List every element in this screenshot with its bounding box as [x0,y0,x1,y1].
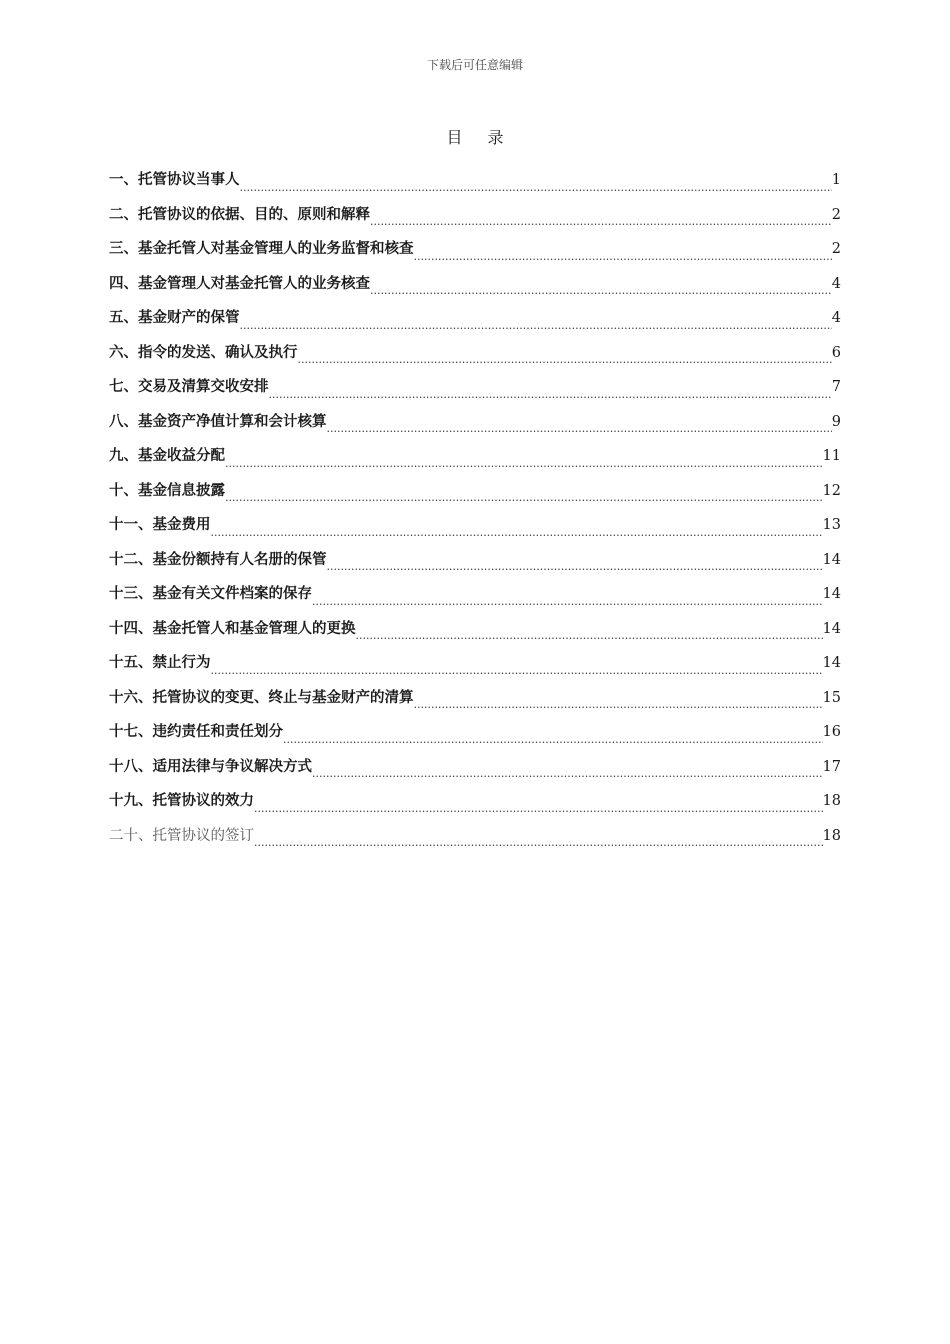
toc-entry-page-number: 2 [831,206,841,223]
toc-dot-leader [240,301,832,336]
toc-entry[interactable] [109,267,841,302]
toc-entry-label: 六、指令的发送、确认及执行 [109,343,298,361]
toc-entry[interactable] [109,646,841,681]
toc-entry-label: 十、基金信息披露 [109,481,225,499]
toc-dot-leader [370,198,832,233]
toc-dot-leader [356,612,823,647]
toc-entry-label: 十三、基金有关文件档案的保存 [109,585,312,602]
toc-entry-page-number: 14 [822,620,841,637]
toc-entry-page-number: 7 [831,379,841,395]
toc-entry-page-number: 4 [831,275,841,292]
toc-entry-label: 三、基金托管人对基金管理人的业务监督和核查 [109,240,414,257]
toc-entry-label: 十四、基金托管人和基金管理人的更换 [109,619,356,637]
toc-entry-label: 八、基金资产净值计算和会计核算 [109,412,327,430]
toc-entry-page-number: 4 [831,310,841,326]
toc-dot-leader [414,681,823,716]
toc-entry[interactable] [109,336,841,371]
toc-dot-leader [327,543,823,578]
toc-entry-page-number: 9 [831,413,841,430]
toc-entry-label: 十六、托管协议的变更、终止与基金财产的清算 [109,688,414,706]
toc-entry[interactable] [109,715,841,750]
toc-dot-leader [254,819,823,854]
toc-dot-leader [327,405,832,440]
toc-entry-page-number: 17 [822,758,841,775]
toc-dot-leader [240,163,832,198]
toc-entry-label: 二十、托管协议的签订 [109,827,254,844]
page-header: 下载后可任意编辑 [426,58,523,72]
toc-entry-page-number: 13 [822,517,841,533]
toc-title: 目 录 [446,128,514,147]
toc-dot-leader [225,474,823,509]
toc-entry[interactable] [109,784,841,819]
toc-entry-page-number: 6 [831,344,841,361]
toc-entry[interactable] [109,508,841,543]
toc-entry-page-number: 18 [822,827,841,844]
toc-entry-label: 四、基金管理人对基金托管人的业务核查 [109,274,370,292]
toc-entry[interactable] [109,612,841,647]
toc-entry-label: 七、交易及清算交收安排 [109,378,269,395]
toc-entry-page-number: 16 [822,724,841,740]
toc-entry-page-number: 2 [831,241,841,257]
toc-dot-leader [225,439,823,474]
toc-entry-label: 五、基金财产的保管 [109,309,240,326]
toc-entry-page-number: 18 [822,793,841,809]
toc-entry-label: 十五、禁止行为 [109,654,211,671]
toc-entry[interactable] [109,819,841,854]
toc-entry[interactable] [109,232,841,267]
toc-entry[interactable] [109,474,841,509]
toc-entry-page-number: 11 [822,448,841,464]
toc-entry[interactable] [109,301,841,336]
toc-entry-label: 一、托管协议当事人 [109,171,240,188]
toc-entry[interactable] [109,163,841,198]
toc-entry[interactable] [109,198,841,233]
toc-entry-page-number: 14 [822,655,841,671]
toc-entry-label: 十九、托管协议的效力 [109,792,254,809]
toc-dot-leader [312,750,823,785]
toc-entry-page-number: 15 [822,689,841,706]
toc-entry[interactable] [109,750,841,785]
toc-dot-leader [211,508,823,543]
table-of-contents [109,163,841,853]
toc-entry[interactable] [109,543,841,578]
toc-entry-page-number: 1 [831,172,841,188]
toc-dot-leader [370,267,832,302]
toc-entry-label: 十八、适用法律与争议解决方式 [109,757,312,775]
toc-dot-leader [211,646,823,681]
toc-entry-label: 九、基金收益分配 [109,447,225,464]
toc-entry[interactable] [109,681,841,716]
toc-dot-leader [254,784,823,819]
toc-entry[interactable] [109,577,841,612]
toc-dot-leader [269,370,832,405]
toc-dot-leader [312,577,823,612]
toc-entry-label: 二、托管协议的依据、目的、原则和解释 [109,205,370,223]
toc-dot-leader [298,336,832,371]
toc-entry-page-number: 14 [822,586,841,602]
toc-dot-leader [283,715,823,750]
toc-entry[interactable] [109,370,841,405]
toc-dot-leader [414,232,832,267]
toc-entry-label: 十二、基金份额持有人名册的保管 [109,550,327,568]
toc-entry-label: 十七、违约责任和责任划分 [109,723,283,740]
toc-entry-label: 十一、基金费用 [109,516,211,533]
toc-entry-page-number: 12 [822,482,841,499]
toc-entry-page-number: 14 [822,551,841,568]
toc-entry[interactable] [109,439,841,474]
toc-entry[interactable] [109,405,841,440]
